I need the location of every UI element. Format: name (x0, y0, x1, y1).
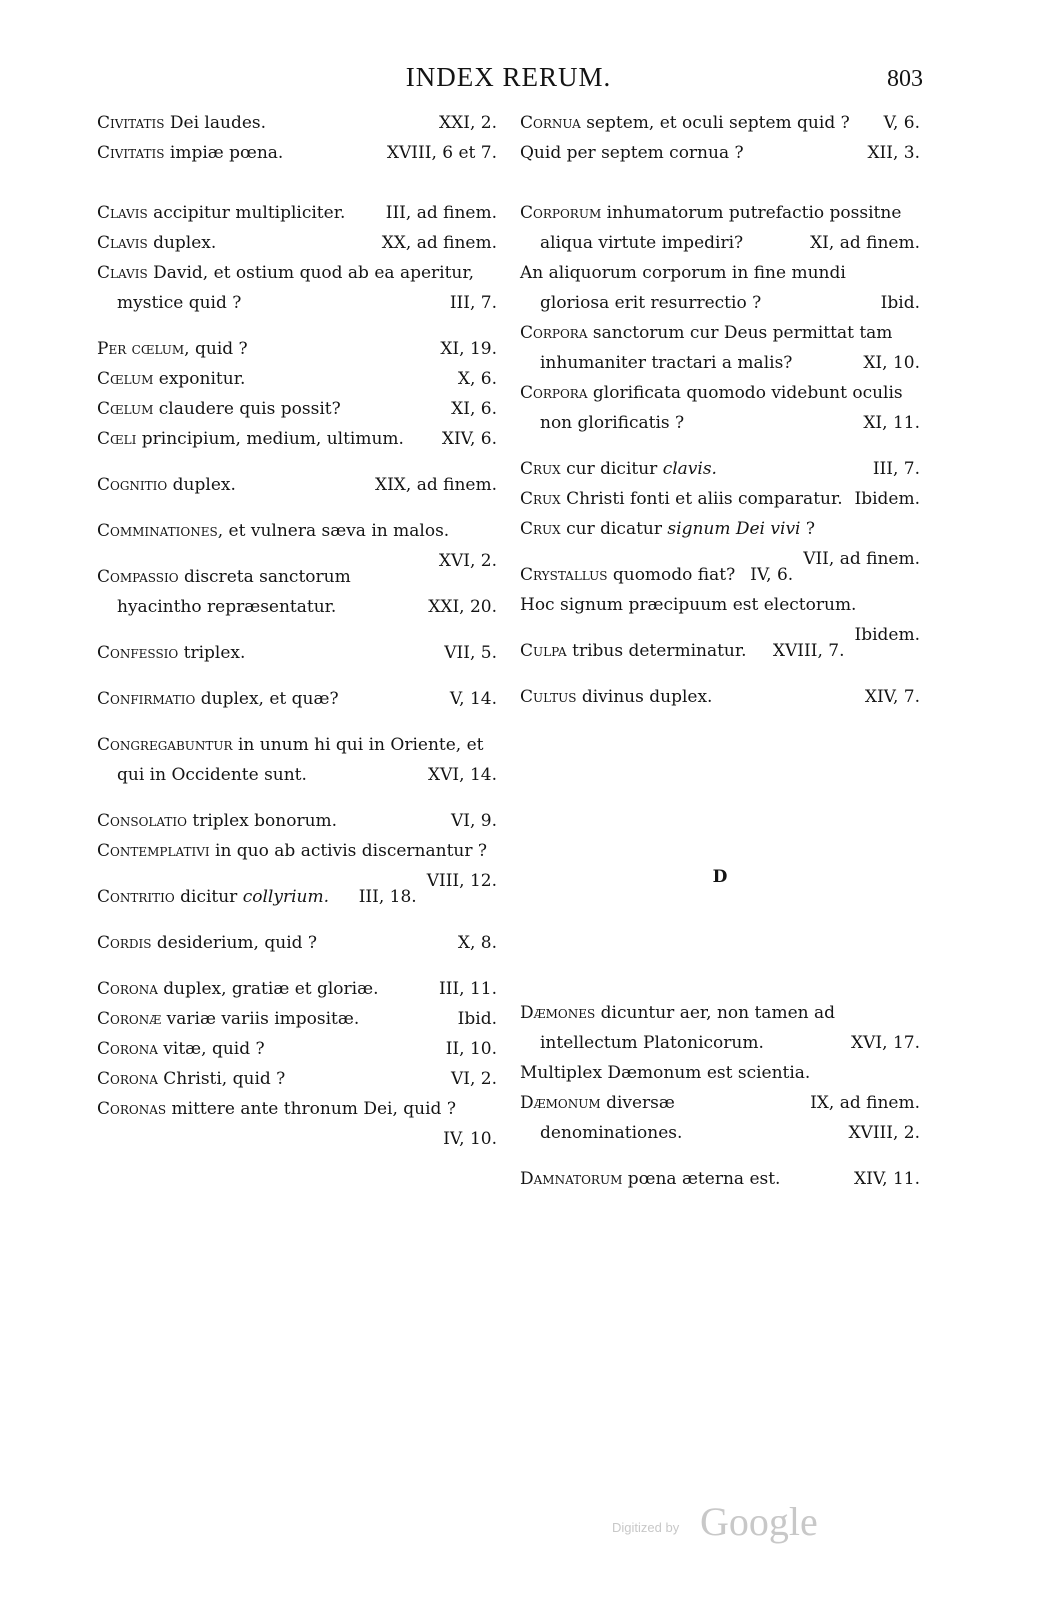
entry-text: Christi, quid ? (157, 1069, 286, 1089)
entry-text: triplex. (178, 643, 246, 663)
index-entry (520, 1164, 920, 1194)
entry-reference: XIV, 7. (864, 687, 920, 707)
entry-text: corporum in fine mundi gloriosa erit resurrectio ? (540, 263, 846, 313)
entry-reference: XXI, 20. (428, 597, 497, 617)
entry-headword: Cornua (520, 113, 581, 133)
entry-text: impiæ pœna. (164, 143, 284, 163)
entry-headword: Corona (97, 979, 158, 999)
entry-reference: III, 11. (439, 979, 497, 999)
entry-headword: Corona (97, 1069, 158, 1089)
index-entry (97, 928, 497, 958)
entry-reference: Ibid. (457, 1009, 497, 1029)
entry-headword: Consolatio (97, 811, 187, 831)
entry-text: quomodo fiat? (607, 565, 736, 585)
entry-reference: X, 8. (457, 933, 497, 953)
entry-text: sanctorum cur Deus permittat tam inhumaniter tractari a malis? (540, 323, 893, 373)
entry-reference: XI, 10. (863, 353, 920, 373)
index-entry (520, 198, 920, 258)
entry-text: pœna æterna est. (622, 1169, 781, 1189)
entry-reference: II, 10. (445, 1039, 497, 1059)
entry-headword: Clavis (97, 203, 148, 223)
entry-reference: XI, ad finem. (810, 233, 920, 253)
index-entry (520, 636, 920, 666)
entry-headword: Dæmonum (520, 1093, 601, 1113)
running-title: INDEX RERUM. (405, 62, 612, 92)
entry-headword: Multiplex (520, 1063, 603, 1083)
entry-headword: Cognitio (97, 475, 168, 495)
entry-headword: Quid per septem (520, 143, 664, 163)
spacer (97, 790, 497, 806)
index-entry (97, 108, 497, 138)
right-column (520, 108, 920, 1194)
index-entry (520, 454, 920, 484)
entry-reference: XII, 3. (867, 143, 920, 163)
index-entry (520, 590, 920, 645)
entry-headword: Civitatis (97, 143, 165, 163)
spacer (520, 168, 920, 198)
index-entry (97, 424, 497, 454)
entry-headword: Cœli (97, 429, 137, 449)
entry-text: quid ? (189, 339, 248, 359)
entry-text: duplex. (167, 475, 236, 495)
entry-reference: IV, 6. (750, 565, 794, 585)
spacer (520, 438, 920, 454)
entry-text: principium, medium, ultimum. (136, 429, 404, 449)
index-entry (97, 198, 497, 228)
spacer (97, 714, 497, 730)
entry-text: tribus determinatur. (566, 641, 747, 661)
spacer (97, 622, 497, 638)
entry-headword: Crux (520, 519, 561, 539)
entry-text: Christi fonti et aliis comparatur. (560, 489, 843, 509)
entry-tail: ? (800, 519, 816, 539)
entry-text: diversæ denominationes. (540, 1093, 683, 1143)
entry-headword: Corporum (520, 203, 602, 223)
index-entry (97, 836, 497, 891)
entry-reference: XVI, 14. (428, 765, 497, 785)
entry-reference: Ibidem. (854, 625, 920, 645)
index-entry (520, 318, 920, 378)
spacer (97, 958, 497, 974)
entry-headword: Cœlum (97, 369, 154, 389)
watermark-logo: Google (700, 1499, 818, 1544)
index-entry (97, 1094, 497, 1149)
entry-reference: XI, 6. (451, 399, 497, 419)
entry-text: cornua ? (663, 143, 744, 163)
entry-italic: signum Dei vivi (667, 519, 801, 539)
entry-reference: III, 7. (449, 293, 497, 313)
spacer (520, 1148, 920, 1164)
entry-text: et vulnera sæva in malos. (223, 521, 450, 541)
entry-headword: Contritio (97, 887, 175, 907)
entry-text: vitæ, quid ? (157, 1039, 265, 1059)
entry-reference: XVIII, 2. (848, 1123, 920, 1143)
entry-reference: VII, ad finem. (803, 549, 920, 569)
entry-reference: X, 6. (457, 369, 497, 389)
index-entry (97, 1004, 497, 1034)
entry-text: mittere ante thronum Dei, quid ? (166, 1099, 456, 1119)
spacer (520, 892, 920, 998)
index-entry (97, 730, 497, 790)
entry-text: David, et ostium quod ab ea aperitur, mystice quid ? (117, 263, 475, 313)
spacer (97, 168, 497, 198)
index-entry (97, 806, 497, 836)
index-entry (520, 138, 920, 168)
index-entry (97, 1034, 497, 1064)
entry-text: triplex bonorum. (186, 811, 338, 831)
index-entry (520, 514, 920, 569)
index-entry (97, 258, 497, 318)
entry-reference: XIX, ad finem. (374, 475, 497, 495)
entry-headword: An aliquorum (520, 263, 637, 283)
index-entry (97, 364, 497, 394)
entry-reference: Ibid. (880, 293, 920, 313)
entry-text: Dei laudes. (164, 113, 267, 133)
entry-headword: Culpa (520, 641, 567, 661)
spacer (97, 454, 497, 470)
index-entry (520, 998, 920, 1058)
entry-reference: V, 6. (883, 113, 920, 133)
entry-text: dicitur (174, 887, 243, 907)
entry-headword: Cordis (97, 933, 152, 953)
index-entry (520, 258, 920, 318)
entry-reference: III, 7. (872, 459, 920, 479)
entry-text: dicuntur aer, non tamen ad intellectum Platonicorum. (540, 1003, 836, 1053)
entry-text: in quo ab activis discernantur ? (209, 841, 487, 861)
index-entry (97, 516, 497, 571)
spacer (97, 668, 497, 684)
entry-text: inhumatorum putrefactio possitne aliqua virtute impediri? (540, 203, 902, 253)
entry-headword: Crystallus (520, 565, 608, 585)
index-entry (97, 470, 497, 500)
entry-text: exponitur. (153, 369, 246, 389)
entry-reference: XVI, 17. (851, 1033, 920, 1053)
index-entry (97, 974, 497, 1004)
index-entry (97, 638, 497, 668)
entry-reference: IX, ad finem. (810, 1093, 920, 1113)
section-letter: D (712, 867, 728, 887)
entry-headword: Civitatis (97, 113, 165, 133)
index-entry (97, 1064, 497, 1094)
entry-text: cur dicitur (560, 459, 663, 479)
entry-reference: XVIII, 7. (772, 641, 845, 661)
entry-headword: Hoc signum præcipuum est electorum. (520, 595, 857, 615)
entry-text: discreta sanctorum hyacintho repræsentatur. (117, 567, 351, 617)
entry-reference: XX, ad finem. (381, 233, 497, 253)
entry-reference: XXI, 2. (439, 113, 497, 133)
index-entry (520, 1058, 920, 1113)
entry-text: variæ variis impositæ. (161, 1009, 360, 1029)
index-entry (520, 1088, 920, 1148)
entry-headword: Dæmones (520, 1003, 596, 1023)
entry-text: duplex, gratiæ et gloriæ. (157, 979, 379, 999)
entry-reference: VII, 5. (444, 643, 497, 663)
entry-headword: Corpora (520, 383, 588, 403)
entry-reference: XIV, 6. (441, 429, 497, 449)
index-entry (97, 138, 497, 168)
entry-reference: III, 18. (358, 887, 417, 907)
index-entry (520, 560, 920, 590)
entry-text: claudere quis possit? (153, 399, 341, 419)
entry-text: accipitur multipliciter. (147, 203, 346, 223)
entry-headword: Confirmatio (97, 689, 196, 709)
entry-headword: Crux (520, 459, 561, 479)
index-entry (97, 394, 497, 424)
index-entry (520, 682, 920, 712)
page-number: 803 (887, 66, 923, 92)
index-entry (97, 334, 497, 364)
entry-text: cur dicatur (560, 519, 668, 539)
entry-text: Dæmonum est scientia. (602, 1063, 811, 1083)
index-entry (520, 378, 920, 438)
entry-text: desiderium, quid ? (151, 933, 318, 953)
spacer (520, 712, 920, 862)
entry-reference: XVI, 2. (438, 551, 497, 571)
entry-headword: Crux (520, 489, 561, 509)
entry-text: divinus duplex. (576, 687, 713, 707)
entry-headword: Per cœlum, (97, 339, 190, 359)
entry-headword: Contemplativi (97, 841, 210, 861)
entry-text: septem, et oculi septem quid ? (580, 113, 850, 133)
entry-text: in unum hi qui in Oriente, et qui in Occidente sunt. (117, 735, 484, 785)
google-watermark (612, 1500, 832, 1550)
entry-reference: IV, 10. (443, 1129, 497, 1149)
entry-reference: XI, 19. (440, 339, 497, 359)
entry-italic: collyrium. (242, 887, 329, 907)
spacer (520, 666, 920, 682)
entry-text: glorificata quomodo videbunt oculis non glorificatis ? (540, 383, 903, 433)
entry-headword: Clavis (97, 263, 148, 283)
watermark-small-text: Digitized by (612, 1520, 680, 1535)
spacer (97, 318, 497, 334)
entry-headword: Cœlum (97, 399, 154, 419)
entry-reference: VI, 9. (450, 811, 497, 831)
index-entry (97, 562, 497, 622)
entry-reference: Ibidem. (854, 489, 920, 509)
entry-reference: V, 14. (449, 689, 497, 709)
entry-reference: VIII, 12. (426, 871, 497, 891)
entry-reference: XI, 11. (863, 413, 920, 433)
spacer (97, 500, 497, 516)
entry-italic: clavis. (662, 459, 717, 479)
entry-text: duplex. (147, 233, 217, 253)
entry-reference: XVIII, 6 et 7. (386, 143, 497, 163)
entry-headword: Corpora (520, 323, 588, 343)
entry-text: duplex, et quæ? (195, 689, 339, 709)
entry-headword: Cultus (520, 687, 577, 707)
index-entry (520, 108, 920, 138)
entry-headword: Comminationes, (97, 521, 224, 541)
page-header (0, 58, 1061, 98)
entry-headword: Damnatorum (520, 1169, 623, 1189)
entry-reference: VI, 2. (450, 1069, 497, 1089)
entry-headword: Compassio (97, 567, 179, 587)
entry-headword: Confessio (97, 643, 179, 663)
entry-reference: XIV, 11. (854, 1169, 920, 1189)
left-column (97, 108, 497, 1154)
entry-headword: Congregabuntur (97, 735, 233, 755)
entry-reference: III, ad finem. (385, 203, 497, 223)
entry-headword: Coronas (97, 1099, 167, 1119)
entry-headword: Clavis (97, 233, 148, 253)
entry-headword: Corona (97, 1039, 158, 1059)
index-entry (97, 684, 497, 714)
entry-headword: Coronæ (97, 1009, 162, 1029)
index-entry (97, 882, 497, 912)
index-entry (97, 228, 497, 258)
index-entry (520, 484, 920, 514)
spacer (97, 912, 497, 928)
